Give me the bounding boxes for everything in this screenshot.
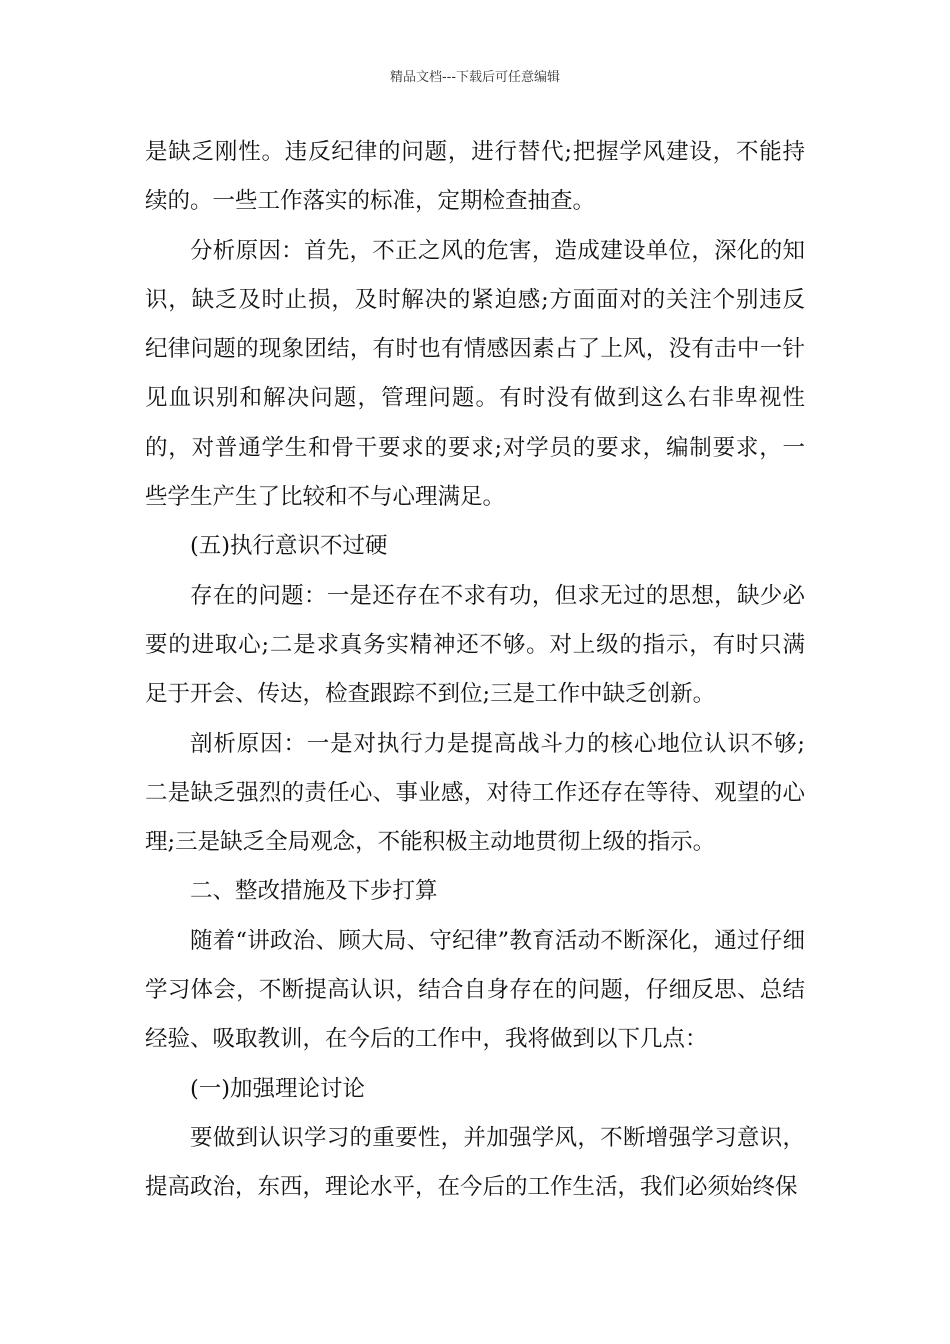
section-heading-execution: (五)执行意识不过硬	[190, 533, 388, 560]
paragraph-continuation: 是缺乏刚性。违反纪律的问题，进行替代;把握学风建设，不能持续的。一些工作落实的标准，定期检查抽查。	[145, 139, 805, 215]
paragraph-root-causes: 剖析原因：一是对执行力是提高战斗力的核心地位认识不够;二是缺乏强烈的责任心、事业感，对待工作还存在等待、观望的心理;三是缺乏全局观念，不能积极主动地贯彻上级的指示。	[145, 730, 805, 856]
paragraph-existing-problems: 存在的问题：一是还存在不求有功，但求无过的思想，缺少必要的进取心;二是求真务实精神还不够。对上级的指示，有时只满足于开会、传达，检查跟踪不到位;三是工作中缺乏创新。	[145, 582, 805, 708]
document-body	[145, 128, 805, 1213]
paragraph-learning: 要做到认识学习的重要性，并加强学风，不断增强学习意识，提高政治，东西，理论水平，在今后的工作生活，我们必须始终保	[145, 1124, 805, 1201]
paragraph-education-activity: 随着“讲政治、顾大局、守纪律”教育活动不断深化，通过仔细学习体会，不断提高认识，结合自身存在的问题，仔细反思、总结经验、吸取教训，在今后的工作中，我将做到以下几点：	[145, 927, 805, 1053]
paragraph-analysis-causes: 分析原因：首先，不正之风的危害，造成建设单位，深化的知识，缺乏及时止损，及时解决的紧迫感;方面面对的关注个别违反纪律问题的现象团结，有时也有情感因素占了上风，没有击中一针见血识别和解决问题，管理问题。有时没有做到这么右非卑视性的，对普通学生和骨干要求的要求;对学员的要求，编制要求，一些学生产生了比较和不与心理满足。	[145, 237, 805, 511]
section-heading-theory: (一)加强理论讨论	[190, 1075, 366, 1102]
section-heading-measures: 二、整改措施及下步打算	[190, 878, 438, 905]
page-header: 精品文档---下载后可任意编辑	[389, 70, 561, 85]
